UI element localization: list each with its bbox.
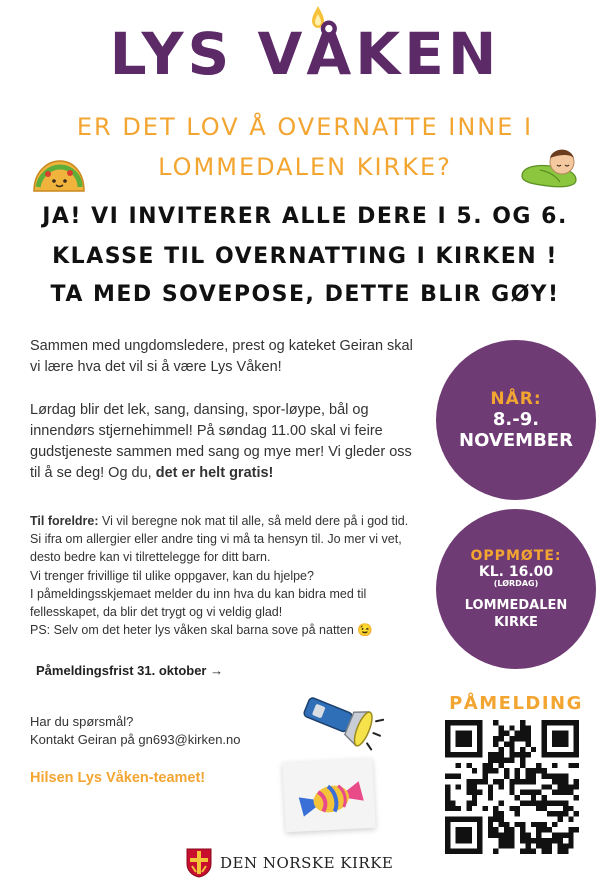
contact-question: Har du spørsmål? xyxy=(30,714,134,729)
contact-info xyxy=(30,713,241,749)
signup-label: PÅMELDING xyxy=(449,693,583,714)
meet-label: OPPMØTE: xyxy=(470,547,562,564)
signup-note: I påmeldingsskjemaet melder du inn hva du kan bidra med til fellesskapet, da blir det trygt og vi veldig glad! xyxy=(30,586,367,620)
meet-place xyxy=(465,597,568,631)
subtitle-line-1: ER DET LOV Å OVERNATTE INNE I xyxy=(76,113,534,141)
flashlight-icon xyxy=(298,688,384,752)
candy-icon xyxy=(296,775,366,821)
free-note: det er helt gratis! xyxy=(155,465,274,481)
parents-label: Til foreldre: xyxy=(30,514,99,528)
meet-place-line-1: LOMMEDALEN xyxy=(464,597,568,613)
greeting: Hilsen Lys Våken-teamet! xyxy=(30,770,206,786)
when-label: NÅR: xyxy=(490,389,542,409)
intro-paragraph-1: Sammen med ungdomsledere, prest og kateket Geiran skal vi lære hva det vil si å være Lys Våken! xyxy=(30,338,413,375)
contact-email: Kontakt Geiran på gn693@kirken.no xyxy=(30,732,241,747)
meet-time: KL. 16.00 xyxy=(478,563,554,580)
subtitle-line-2: LOMMEDALEN KIRKE? xyxy=(158,153,452,181)
footer xyxy=(186,848,396,878)
signup-deadline: Påmeldingsfrist 31. oktober → xyxy=(36,663,224,678)
church-logo-icon xyxy=(186,848,212,878)
headline-line-1: JA! VI INVITERER ALLE DERE I 5. OG 6. xyxy=(42,204,568,229)
qr-code[interactable] xyxy=(445,720,579,854)
headline-line-3: TA MED SOVEPOSE, DETTE BLIR GØY! xyxy=(50,282,560,307)
page-title: LYS VÅKEN xyxy=(109,20,501,88)
intro-paragraph-2 xyxy=(30,400,420,484)
when-dates: 8.-9. xyxy=(492,409,540,430)
intro-paragraph-2-text: Lørdag blir det lek, sang, dansing, spor-løype, bål og innendørs stjernehimmel! På søndag 11.00 skal vi feire gudstjeneste sammen med sang og mye mer! Vi gleder oss til å se deg! Og du, xyxy=(30,402,412,481)
headline-line-2: KLASSE TIL OVERNATTING I KIRKEN ! xyxy=(52,244,558,269)
ps-text: PS: Selv om det heter lys våken skal barna sove på natten 😉 xyxy=(30,623,373,638)
parents-text: Vi vil beregne nok mat til alle, så meld dere på i god tid. Si ifra om allergier eller andre ting vi må ta hensyn til. Jo mer vi vet, desto bedre kan vi tilrettelegge for ditt barn. xyxy=(30,514,409,565)
meet-place-line-2: KIRKE xyxy=(494,614,538,630)
when-circle xyxy=(436,340,596,500)
when-month: NOVEMBER xyxy=(459,430,573,451)
meet-circle xyxy=(436,509,596,669)
parents-section xyxy=(30,512,422,639)
taco-icon xyxy=(30,157,88,195)
organization-name: DEN NORSKE KIRKE xyxy=(220,854,394,872)
meet-day: (LØRDAG) xyxy=(493,578,539,588)
sleeping-bag-icon xyxy=(520,146,578,190)
volunteers-text: Vi trenger frivillige til ulike oppgaver, kan du hjelpe? xyxy=(30,568,314,583)
